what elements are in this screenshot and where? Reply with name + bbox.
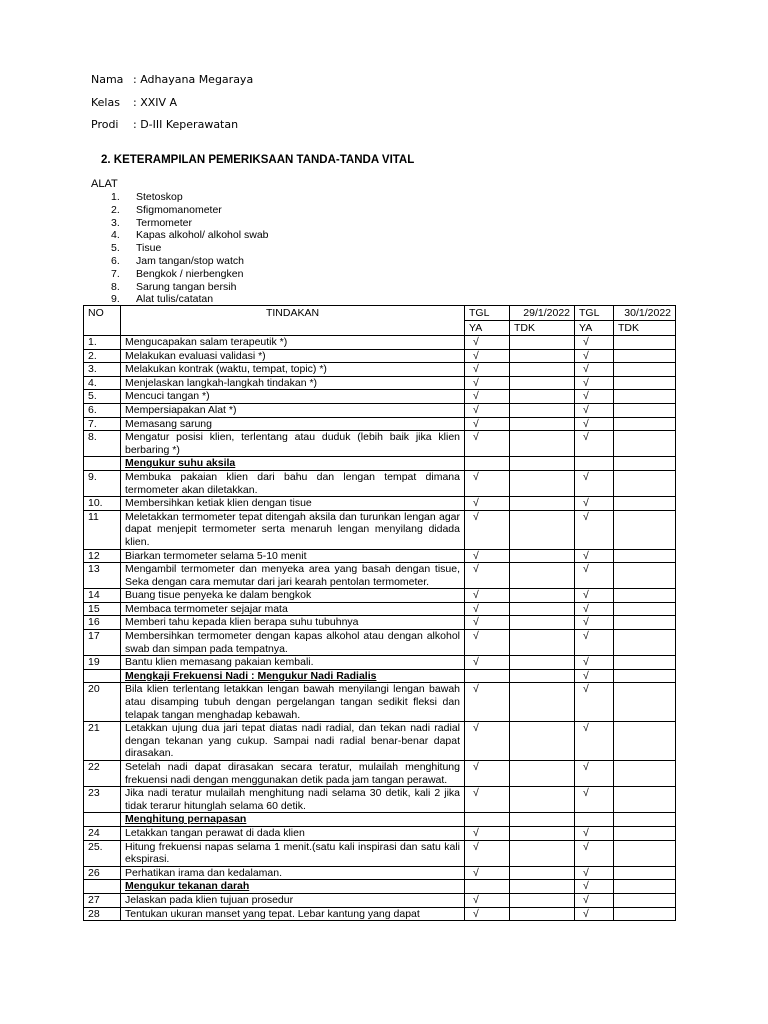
row-action: Letakkan tangan perawat di dada klien <box>121 826 465 840</box>
row-action: Membersihkan ketiak klien dengan tisue <box>121 497 465 511</box>
table-row <box>84 787 676 813</box>
check-ya-2: √ <box>575 563 614 589</box>
check-tdk-2 <box>614 510 676 549</box>
check-ya-1 <box>465 813 510 827</box>
table-row <box>84 761 676 787</box>
row-number: 10. <box>84 497 121 511</box>
alat-item-text: Tisue <box>136 242 162 255</box>
check-tdk-1 <box>510 363 575 377</box>
row-number: 7. <box>84 417 121 431</box>
nama-label: Nama <box>91 73 124 86</box>
table-row <box>84 497 676 511</box>
check-ya-1: √ <box>465 363 510 377</box>
kelas-line <box>91 96 177 109</box>
row-number: 6. <box>84 403 121 417</box>
check-tdk-1 <box>510 683 575 722</box>
check-tdk-1 <box>510 497 575 511</box>
check-ya-1: √ <box>465 390 510 404</box>
header-ya-1: YA <box>465 321 510 336</box>
table-row <box>84 840 676 866</box>
check-tdk-1 <box>510 349 575 363</box>
alat-item-text: Bengkok / nierbengken <box>136 267 244 280</box>
check-ya-2: √ <box>575 907 614 921</box>
header-tdk-1: TDK <box>510 321 575 336</box>
check-tdk-1 <box>510 431 575 457</box>
header-ya-2: YA <box>575 321 614 336</box>
alat-title: ALAT <box>91 178 118 190</box>
row-action: Mencuci tangan *) <box>121 390 465 404</box>
check-ya-2: √ <box>575 403 614 417</box>
check-ya-1 <box>465 669 510 683</box>
row-number: 12 <box>84 549 121 563</box>
row-number <box>84 457 121 471</box>
check-tdk-1 <box>510 457 575 471</box>
row-number: 21 <box>84 722 121 761</box>
check-ya-1: √ <box>465 893 510 907</box>
section-heading: 2. KETERAMPILAN PEMERIKSAAN TANDA-TANDA VITAL <box>101 154 415 166</box>
row-number: 2. <box>84 349 121 363</box>
row-action: Setelah nadi dapat dirasakan secara teratur, mulailah menghitung frekuensi nadi dengan menggunakan detik pada jam tangan perawat. <box>121 761 465 787</box>
check-tdk-2 <box>614 470 676 496</box>
check-ya-1: √ <box>465 826 510 840</box>
check-ya-1: √ <box>465 656 510 670</box>
alat-item-text: Alat tulis/catatan <box>136 293 214 306</box>
check-tdk-1 <box>510 761 575 787</box>
check-tdk-2 <box>614 813 676 827</box>
check-tdk-2 <box>614 656 676 670</box>
check-tdk-1 <box>510 417 575 431</box>
row-number: 1. <box>84 336 121 350</box>
check-ya-2: √ <box>575 787 614 813</box>
row-action: Menjelaskan langkah-langkah tindakan *) <box>121 376 465 390</box>
check-ya-2: √ <box>575 510 614 549</box>
checklist-table <box>83 305 676 921</box>
section-title: Mengukur suhu aksila <box>121 457 465 471</box>
check-ya-1: √ <box>465 431 510 457</box>
check-ya-2: √ <box>575 826 614 840</box>
row-action: Membersihkan termometer dengan kapas alkohol atau dengan alkohol swab dan simpan pada tempatnya. <box>121 630 465 656</box>
row-action: Melakukan evaluasi validasi *) <box>121 349 465 363</box>
header-no: NO <box>84 306 121 336</box>
row-action: Mengucapakan salam terapeutik *) <box>121 336 465 350</box>
check-ya-2: √ <box>575 669 614 683</box>
row-number: 24 <box>84 826 121 840</box>
check-ya-2: √ <box>575 683 614 722</box>
check-tdk-2 <box>614 336 676 350</box>
row-action: Mengatur posisi klien, terlentang atau duduk (lebih baik jika klien berbaring *) <box>121 431 465 457</box>
check-ya-1: √ <box>465 840 510 866</box>
kelas-value: : XXIV A <box>133 96 178 109</box>
table-row <box>84 431 676 457</box>
check-ya-1: √ <box>465 403 510 417</box>
alat-item-text: Kapas alkohol/ alkohol swab <box>136 229 269 242</box>
row-number: 5. <box>84 390 121 404</box>
check-ya-2: √ <box>575 549 614 563</box>
section-title: Mengkaji Frekuensi Nadi : Mengukur Nadi Radialis <box>121 669 465 683</box>
table-row <box>84 907 676 921</box>
check-tdk-1 <box>510 826 575 840</box>
check-tdk-2 <box>614 390 676 404</box>
alat-item <box>111 268 269 281</box>
table-row <box>84 722 676 761</box>
check-tdk-2 <box>614 497 676 511</box>
table-row <box>84 349 676 363</box>
check-tdk-2 <box>614 363 676 377</box>
alat-item-number: 7. <box>111 267 120 280</box>
alat-item-number: 9. <box>111 293 120 306</box>
check-tdk-2 <box>614 722 676 761</box>
alat-item-text: Sarung tangan bersih <box>136 280 237 293</box>
table-row <box>84 376 676 390</box>
row-action: Meletakkan termometer tepat ditengah aksila dan turunkan lengan agar dapat menjepit termometer serta menaruh lengan menyilang didada klien. <box>121 510 465 549</box>
row-action: Letakkan ujung dua jari tepat diatas nadi radial, dan tekan nadi radial dengan tekanan yang cukup. Sampai nadi radial benar-benar dapat dirasakan. <box>121 722 465 761</box>
check-tdk-2 <box>614 787 676 813</box>
row-number: 15 <box>84 602 121 616</box>
check-tdk-2 <box>614 826 676 840</box>
row-number <box>84 669 121 683</box>
prodi-label: Prodi <box>91 118 119 131</box>
row-action: Memasang sarung <box>121 417 465 431</box>
check-tdk-2 <box>614 683 676 722</box>
table-row <box>84 417 676 431</box>
section-row <box>84 813 676 827</box>
alat-item <box>111 281 269 294</box>
check-tdk-2 <box>614 457 676 471</box>
check-tdk-2 <box>614 907 676 921</box>
check-ya-2: √ <box>575 722 614 761</box>
row-number: 20 <box>84 683 121 722</box>
check-tdk-1 <box>510 656 575 670</box>
check-tdk-2 <box>614 549 676 563</box>
table-row <box>84 363 676 377</box>
header-tindakan: TINDAKAN <box>121 306 465 336</box>
row-action: Perhatikan irama dan kedalaman. <box>121 866 465 880</box>
check-ya-1: √ <box>465 866 510 880</box>
check-ya-1: √ <box>465 787 510 813</box>
check-tdk-2 <box>614 589 676 603</box>
check-ya-2: √ <box>575 880 614 894</box>
check-tdk-2 <box>614 376 676 390</box>
row-action: Jika nadi teratur mulailah menghitung nadi selama 30 detik, kali 2 jika tidak terarur hitunglah selama 60 detik. <box>121 787 465 813</box>
row-number: 9. <box>84 470 121 496</box>
check-ya-1 <box>465 880 510 894</box>
alat-item <box>111 204 269 217</box>
row-number: 16 <box>84 616 121 630</box>
table-row <box>84 549 676 563</box>
row-action: Tentukan ukuran manset yang tepat. Lebar kantung yang dapat <box>121 907 465 921</box>
check-ya-2: √ <box>575 336 614 350</box>
check-tdk-2 <box>614 417 676 431</box>
check-tdk-1 <box>510 549 575 563</box>
alat-item-number: 4. <box>111 229 120 242</box>
check-ya-2 <box>575 813 614 827</box>
check-tdk-1 <box>510 390 575 404</box>
table-row <box>84 630 676 656</box>
section-row <box>84 880 676 894</box>
check-ya-2: √ <box>575 866 614 880</box>
row-action: Mempersiapakan Alat *) <box>121 403 465 417</box>
check-ya-1: √ <box>465 761 510 787</box>
check-ya-2: √ <box>575 470 614 496</box>
table-row <box>84 563 676 589</box>
nama-value: : Adhayana Megaraya <box>133 73 254 86</box>
table-row <box>84 589 676 603</box>
check-tdk-1 <box>510 563 575 589</box>
check-ya-1: √ <box>465 470 510 496</box>
check-tdk-1 <box>510 589 575 603</box>
check-tdk-2 <box>614 840 676 866</box>
check-ya-2: √ <box>575 349 614 363</box>
row-action: Melakukan kontrak (waktu, tempat, topic) *) <box>121 363 465 377</box>
check-tdk-2 <box>614 669 676 683</box>
table-row <box>84 390 676 404</box>
check-ya-1: √ <box>465 722 510 761</box>
table-row <box>84 602 676 616</box>
check-ya-2: √ <box>575 390 614 404</box>
table-row <box>84 893 676 907</box>
check-tdk-1 <box>510 813 575 827</box>
row-action: Hitung frekuensi napas selama 1 menit.(satu kali inspirasi dan satu kali ekspirasi. <box>121 840 465 866</box>
alat-item-number: 3. <box>111 216 120 229</box>
row-action: Jelaskan pada klien tujuan prosedur <box>121 893 465 907</box>
alat-item-text: Sfigmomanometer <box>136 203 222 216</box>
check-ya-1: √ <box>465 630 510 656</box>
check-ya-2: √ <box>575 630 614 656</box>
check-tdk-1 <box>510 510 575 549</box>
check-ya-1: √ <box>465 349 510 363</box>
check-tdk-2 <box>614 563 676 589</box>
check-tdk-2 <box>614 761 676 787</box>
header-row-1 <box>84 306 676 321</box>
check-tdk-2 <box>614 602 676 616</box>
row-action: Buang tisue penyeka ke dalam bengkok <box>121 589 465 603</box>
check-ya-1: √ <box>465 376 510 390</box>
row-number: 22 <box>84 761 121 787</box>
row-action: Mengambil termometer dan menyeka area yang basah dengan tisue, Seka dengan cara memutar dari jari kearah pentolan termometer. <box>121 563 465 589</box>
check-ya-2: √ <box>575 417 614 431</box>
check-tdk-1 <box>510 403 575 417</box>
check-tdk-2 <box>614 403 676 417</box>
check-tdk-1 <box>510 840 575 866</box>
alat-item-text: Jam tangan/stop watch <box>136 254 244 267</box>
section-title: Menghitung pernapasan <box>121 813 465 827</box>
check-tdk-1 <box>510 722 575 761</box>
check-ya-2: √ <box>575 589 614 603</box>
header-tdk-2: TDK <box>614 321 676 336</box>
alat-item-number: 8. <box>111 280 120 293</box>
check-tdk-2 <box>614 630 676 656</box>
check-ya-2: √ <box>575 761 614 787</box>
check-ya-1: √ <box>465 616 510 630</box>
row-number: 26 <box>84 866 121 880</box>
table-row <box>84 470 676 496</box>
check-ya-1: √ <box>465 497 510 511</box>
check-ya-2: √ <box>575 656 614 670</box>
check-ya-2: √ <box>575 893 614 907</box>
check-tdk-1 <box>510 866 575 880</box>
alat-item-number: 1. <box>111 191 120 203</box>
check-ya-2 <box>575 457 614 471</box>
row-number: 27 <box>84 893 121 907</box>
check-tdk-1 <box>510 787 575 813</box>
check-tdk-2 <box>614 893 676 907</box>
alat-item <box>111 191 269 204</box>
row-action: Membuka pakaian klien dari bahu dan lengan tempat dimana termometer akan diletakkan. <box>121 470 465 496</box>
check-tdk-1 <box>510 336 575 350</box>
alat-item <box>111 229 269 242</box>
section-row <box>84 669 676 683</box>
check-tdk-1 <box>510 616 575 630</box>
row-number: 25. <box>84 840 121 866</box>
header-date-1: 29/1/2022 <box>510 306 575 321</box>
row-number: 23 <box>84 787 121 813</box>
alat-item-number: 2. <box>111 203 120 216</box>
row-action: Bantu klien memasang pakaian kembali. <box>121 656 465 670</box>
header-tgl-2: TGL <box>575 306 614 321</box>
section-title: Mengukur tekanan darah <box>121 880 465 894</box>
check-ya-2: √ <box>575 616 614 630</box>
check-ya-1 <box>465 457 510 471</box>
row-number: 4. <box>84 376 121 390</box>
table-row <box>84 866 676 880</box>
row-action: Biarkan termometer selama 5-10 menit <box>121 549 465 563</box>
alat-item <box>111 242 269 255</box>
check-ya-1: √ <box>465 907 510 921</box>
row-action: Memberi tahu kepada klien berapa suhu tubuhnya <box>121 616 465 630</box>
check-tdk-2 <box>614 431 676 457</box>
check-tdk-1 <box>510 669 575 683</box>
nama-line <box>91 73 253 86</box>
row-number: 17 <box>84 630 121 656</box>
alat-list <box>111 191 269 306</box>
check-tdk-2 <box>614 349 676 363</box>
check-tdk-1 <box>510 602 575 616</box>
prodi-value: : D-III Keperawatan <box>133 118 239 131</box>
row-number: 28 <box>84 907 121 921</box>
table-row <box>84 683 676 722</box>
table-row <box>84 510 676 549</box>
row-number: 19 <box>84 656 121 670</box>
check-ya-2: √ <box>575 497 614 511</box>
check-ya-1: √ <box>465 510 510 549</box>
check-ya-1: √ <box>465 683 510 722</box>
row-action: Membaca termometer sejajar mata <box>121 602 465 616</box>
alat-item-number: 6. <box>111 254 120 267</box>
section-row <box>84 457 676 471</box>
row-number <box>84 880 121 894</box>
check-ya-1: √ <box>465 336 510 350</box>
check-tdk-2 <box>614 880 676 894</box>
alat-item-text: Stetoskop <box>136 191 183 203</box>
table-row <box>84 826 676 840</box>
check-tdk-2 <box>614 866 676 880</box>
check-tdk-1 <box>510 376 575 390</box>
table-row <box>84 656 676 670</box>
check-ya-1: √ <box>465 563 510 589</box>
table-row <box>84 616 676 630</box>
alat-item-text: Termometer <box>136 216 193 229</box>
table-row <box>84 403 676 417</box>
row-action: Bila klien terlentang letakkan lengan bawah menyilangi lengan bawah atau disamping tubuh dengan pergelangan tangan sedikit fleksi dan telapak tangan menghadap kebawah. <box>121 683 465 722</box>
header-date-2: 30/1/2022 <box>614 306 676 321</box>
prodi-line <box>91 118 238 131</box>
check-tdk-1 <box>510 630 575 656</box>
kelas-label: Kelas <box>91 96 120 109</box>
check-ya-1: √ <box>465 549 510 563</box>
check-ya-1: √ <box>465 417 510 431</box>
alat-item-number: 5. <box>111 242 120 255</box>
check-tdk-2 <box>614 616 676 630</box>
check-ya-2: √ <box>575 376 614 390</box>
row-number <box>84 813 121 827</box>
alat-item <box>111 255 269 268</box>
check-tdk-1 <box>510 470 575 496</box>
row-number: 13 <box>84 563 121 589</box>
check-ya-1: √ <box>465 602 510 616</box>
check-ya-2: √ <box>575 363 614 377</box>
check-ya-1: √ <box>465 589 510 603</box>
header-tgl-1: TGL <box>465 306 510 321</box>
row-number: 8. <box>84 431 121 457</box>
table-row <box>84 336 676 350</box>
row-number: 3. <box>84 363 121 377</box>
check-ya-2: √ <box>575 602 614 616</box>
check-tdk-1 <box>510 907 575 921</box>
check-tdk-1 <box>510 880 575 894</box>
check-ya-2: √ <box>575 431 614 457</box>
row-number: 11 <box>84 510 121 549</box>
alat-item <box>111 217 269 230</box>
row-number: 14 <box>84 589 121 603</box>
check-tdk-1 <box>510 893 575 907</box>
check-ya-2: √ <box>575 840 614 866</box>
